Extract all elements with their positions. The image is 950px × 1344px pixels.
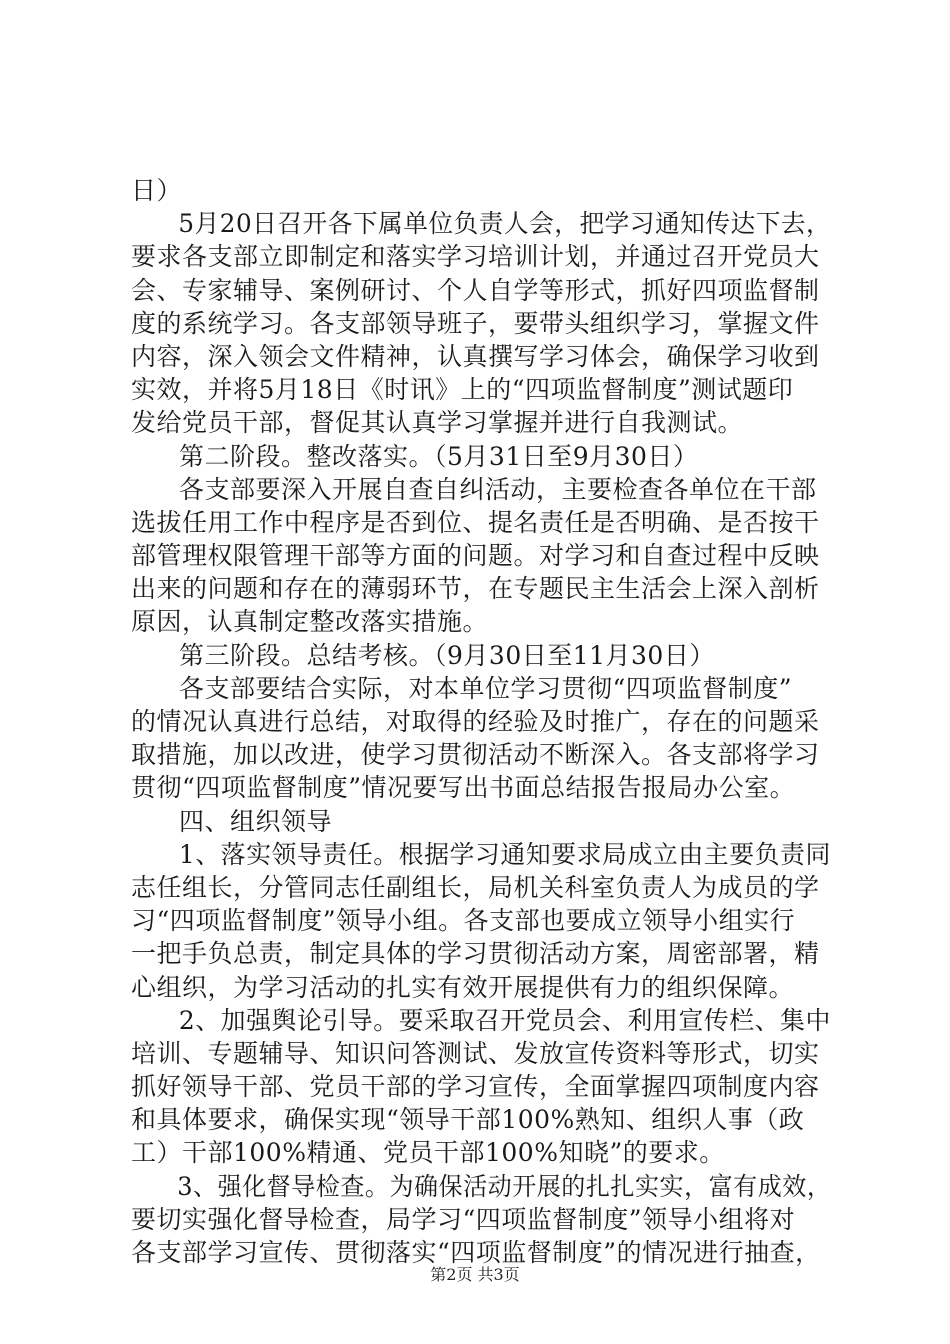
text-line: 度的系统学习。各支部领导班子，要带头组织学习，掌握文件 [131, 308, 820, 338]
text-line: 取措施，加以改进，使学习贯彻活动不断深入。各支部将学习 [131, 740, 820, 770]
text-line: 发给党员干部，督促其认真学习掌握并进行自我测试。 [131, 408, 744, 438]
text-line: 培训、专题辅导、知识问答测试、发放宣传资料等形式，切实 [131, 1038, 820, 1068]
text-line: 贯彻“四项监督制度”情况要写出书面总结报告报局办公室。 [131, 773, 796, 803]
text-line: 3、强化督导检查。为确保活动开展的扎扎实实，富有成效， [177, 1171, 832, 1201]
text-line: 心组织，为学习活动的扎实有效开展提供有力的组织保障。 [131, 972, 795, 1002]
text-line: 出来的问题和存在的薄弱环节，在专题民主生活会上深入剖析 [131, 574, 820, 604]
text-line: 和具体要求，确保实现“领导干部100%熟知、组织人事（政 [131, 1105, 805, 1135]
text-line: 习“四项监督制度”领导小组。各支部也要成立领导小组实行 [131, 906, 796, 936]
page-number-footer: 第2页 共3页 [430, 1265, 520, 1284]
text-line: 第三阶段。总结考核。（9月30日至11月30日） [179, 640, 715, 670]
text-line: 2、加强舆论引导。要采取召开党员会、利用宣传栏、集中 [178, 1005, 831, 1035]
text-line: 会、专家辅导、案例研讨、个人自学等形式，抓好四项监督制 [131, 275, 820, 305]
text-line: 抓好领导干部、党员干部的学习宣传，全面掌握四项制度内容 [131, 1072, 820, 1102]
text-line: 1、落实领导责任。根据学习通知要求局成立由主要负责同 [178, 839, 831, 869]
text-line: 内容，深入领会文件精神，认真撰写学习体会，确保学习收到 [131, 341, 820, 371]
text-line: 选拔任用工作中程序是否到位、提名责任是否明确、是否按干 [131, 507, 820, 537]
text-line: 各支部学习宣传、贯彻落实“四项监督制度”的情况进行抽查， [131, 1238, 821, 1267]
text-line: 5月20日召开各下属单位负责人会，把学习通知传达下去， [178, 209, 832, 239]
document-body [131, 174, 831, 1269]
text-line: 四、组织领导 [179, 806, 333, 836]
text-line: 日） [131, 176, 183, 205]
text-line: 志任组长，分管同志任副组长，局机关科室负责人为成员的学 [131, 872, 820, 902]
text-line: 各支部要结合实际，对本单位学习贯彻“四项监督制度” [179, 673, 793, 703]
text-line: 要切实强化督导检查，局学习“四项监督制度”领导小组将对 [131, 1204, 796, 1234]
text-line: 一把手负总责，制定具体的学习贯彻活动方案，周密部署，精 [131, 939, 820, 969]
text-line: 部管理权限管理干部等方面的问题。对学习和自查过程中反映 [131, 541, 820, 571]
text-line: 工）干部100%精通、党员干部100%知晓”的要求。 [131, 1138, 725, 1168]
text-line: 实效，并将5月18日《时讯》上的“四项监督制度”测试题印 [131, 375, 794, 405]
text-line: 的情况认真进行总结，对取得的经验及时推广，存在的问题采 [131, 707, 820, 736]
text-line: 第二阶段。整改落实。（5月31日至9月30日） [179, 441, 699, 471]
text-line: 各支部要深入开展自查自纠活动，主要检查各单位在干部 [179, 474, 817, 504]
text-line: 原因，认真制定整改落实措施。 [131, 607, 489, 637]
text-line: 要求各支部立即制定和落实学习培训计划，并通过召开党员大 [131, 242, 820, 272]
